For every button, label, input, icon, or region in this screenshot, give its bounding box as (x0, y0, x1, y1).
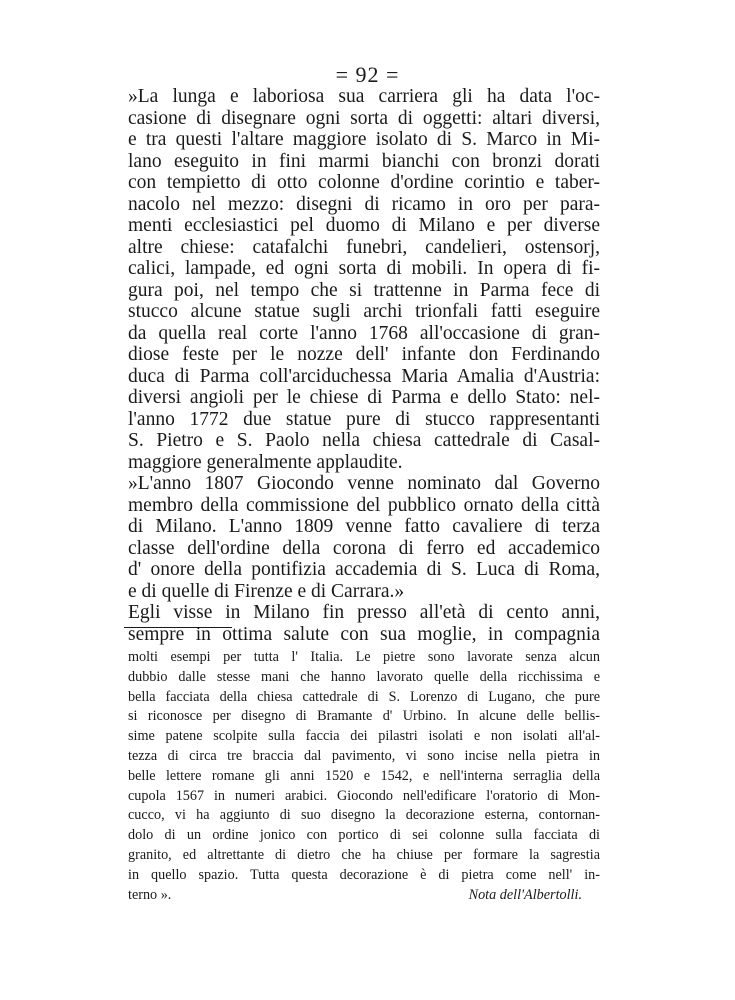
text-line: casione di disegnare ogni sorta di oggetti: altari diversi, (128, 107, 600, 129)
footnote-line: granito, ed altrettante di dietro che ha chiuse per formare la sagrestia (128, 846, 600, 863)
text-line: nacolo nel mezzo: disegni di ricamo in oro per para- (128, 193, 600, 215)
text-line: diose feste per le nozze dell' infante don Ferdinando (128, 344, 600, 365)
footnote-line: molti esempi per tutta l' Italia. Le pietre sono lavorate senza alcun (128, 649, 600, 665)
text-line: menti ecclesiastici pel duomo di Milano e per diverse (128, 215, 600, 236)
footnote-line: dolo di un ordine jonico con portico di sei colonne sulla facciata di (128, 827, 600, 844)
footnote-line: sime patene scolpite sulla faccia dei pilastri isolati e non isolati all'al- (128, 728, 600, 745)
text-line: sempre in ottima salute con sua moglie, in compagnia (128, 623, 600, 645)
text-line: e di quelle di Firenze e di Carrara.» (128, 580, 405, 602)
footnote-last-line (128, 886, 600, 906)
text-line: di Milano. L'anno 1809 venne fatto cavaliere di terza (128, 516, 600, 537)
text-line: l'anno 1772 due statue pure di stucco rappresentanti (128, 408, 600, 430)
footnote-line: in quello spazio. Tutta questa decorazione è di pietra come nell' in- (128, 866, 600, 883)
text-line: duca di Parma coll'arciduchessa Maria Amalia d'Austria: (128, 365, 600, 387)
footnote-line: si riconosce per disegno di Bramante d' Urbino. In alcune delle bellis- (128, 708, 600, 725)
text-line: d' onore della pontifizia accademia di S. Luca di Roma, (128, 559, 600, 580)
text-line: »La lunga e laboriosa sua carriera gli ha data l'oc- (128, 86, 600, 107)
text-line: e tra questi l'altare maggiore isolato di S. Marco in Mi- (128, 129, 600, 150)
text-line: calici, lampade, ed ogni sorta di mobili. In opera di fi- (128, 258, 600, 279)
footnote-block (128, 648, 600, 905)
text-line: da quella real corte l'anno 1768 all'occasione di gran- (128, 322, 600, 344)
main-text-block (128, 86, 600, 645)
text-line: con tempietto di otto colonne d'ordine corintio e taber- (128, 172, 600, 193)
text-line: »L'anno 1807 Giocondo venne nominato dal Governo (128, 473, 600, 494)
text-line: stucco alcune statue sugli archi trionfali fatti eseguire (128, 301, 600, 322)
footnote-line: tezza di circa tre braccia dal pavimento, vi sono incise nella pietra in (128, 747, 600, 764)
text-line: membro della commissione del pubblico ornato della città (128, 494, 600, 516)
page-number: = 92 = (335, 62, 400, 87)
text-line: Egli visse in Milano fin presso all'età di cento anni, (128, 602, 600, 623)
footnote-line: cucco, vi ha aggiunto di suo disegno la decorazione esterna, contornan- (128, 807, 600, 824)
text-line: classe dell'ordine della corona di ferro ed accademico (128, 537, 600, 559)
text-line: gura poi, nel tempo che si trattenne in Parma fece di (128, 279, 600, 301)
text-line: lano eseguito in fini marmi bianchi con bronzi dorati (128, 150, 600, 172)
text-line: diversi angioli per le chiese di Parma e dello Stato: nel- (128, 387, 600, 408)
text-line: maggiore generalmente applaudite. (128, 451, 403, 473)
footnote-line: belle lettere romane gli anni 1520 e 1542, e nell'interna serraglia della (128, 767, 600, 784)
text-line: altre chiese: catafalchi funebri, candelieri, ostensorj, (128, 236, 600, 258)
footnote-line: cupola 1567 in numeri arabici. Giocondo nell'edificare l'oratorio di Mon- (128, 787, 600, 804)
footnote-divider (124, 627, 232, 628)
footnote-line: dubbio dalle stesse mani che hanno lavorato quelle della ricchissima e (128, 668, 600, 685)
text-line: S. Pietro e S. Paolo nella chiesa cattedrale di Casal- (128, 430, 600, 451)
footnote-signature: Nota dell'Albertolli. (468, 886, 582, 903)
footnote-line: bella facciata della chiesa cattedrale di S. Lorenzo di Lugano, che pure (128, 688, 600, 705)
footnote-end-text: terno ». (128, 886, 172, 903)
